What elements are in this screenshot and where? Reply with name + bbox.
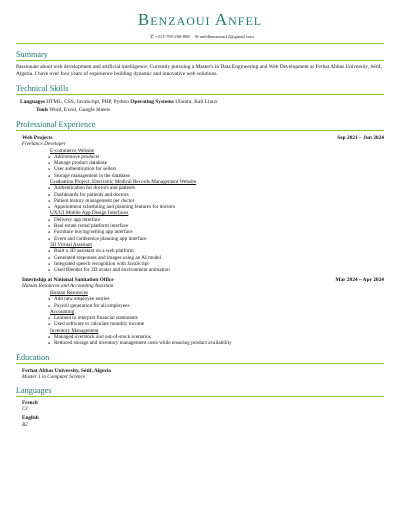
project-bullets: [16, 296, 384, 309]
bullet-item: ● Generated responses and images using an AI model: [54, 255, 384, 261]
phone-number[interactable]: +213-795-290-888: [154, 34, 190, 39]
phone-icon: ✆: [150, 34, 154, 39]
bullet-item: ● Delivery app interface: [54, 217, 384, 223]
bullet-item: ● Reduced storage and inventory management costs while ensuring product availability: [54, 340, 384, 346]
email-icon: ✉: [194, 34, 199, 39]
project-title: 3D Virtual Assistant: [50, 241, 92, 248]
tools-value: Word, Excel, Google Sheets: [49, 106, 111, 113]
bullet-item: ● Real estate rental platform interface: [54, 223, 384, 229]
job-role: Human Resources and Accounting Assistant: [22, 283, 114, 290]
education-heading: Education: [16, 353, 384, 364]
bullet-item: ● Appointment scheduling and planning features for doctors: [54, 204, 384, 210]
bullet-item: ● Payroll generation for all employees: [54, 303, 384, 309]
bullet-item: ● Storage management in the database: [54, 173, 384, 179]
job-dates: Mar 2024 – Apr 2024: [335, 277, 384, 284]
bullet-item: ● Patient history management per doctor: [54, 198, 384, 204]
job-title: Web Projects: [22, 135, 53, 141]
project-title: Accounting: [50, 308, 75, 315]
languages-heading: Languages: [16, 386, 384, 397]
languages-label: Languages: [20, 99, 45, 105]
bullet-item: ● Add/remove products: [54, 154, 384, 160]
languages-list: [16, 400, 384, 428]
candidate-name: Benzaoui Anfel: [137, 10, 263, 29]
bullet-item: ● Dashboards for patients and doctors: [54, 192, 384, 198]
tools-label: Tools: [36, 106, 49, 113]
project-bullets: [16, 154, 384, 179]
skills-row-1: [20, 99, 384, 107]
language-item: [16, 400, 384, 413]
bullet-item: ● User authentication for sellers: [54, 166, 384, 172]
project-title: Graduation Project: Electronic Medical Records Management Website: [50, 178, 197, 185]
language-name: French: [22, 399, 38, 406]
language-level: B2: [22, 421, 28, 428]
project-title: Inventory Management: [50, 327, 99, 334]
job-title: Internship at National Sanitation Office: [22, 277, 114, 284]
project-bullets: [16, 185, 384, 210]
header-divider: [16, 43, 384, 44]
os-label: Operating Systems: [130, 99, 174, 105]
contact-line: [16, 34, 384, 40]
bullet-item: ● Learned to interpret financial statements: [54, 315, 384, 321]
job-role: Freelance Developer: [22, 141, 66, 147]
project-bullets: [16, 315, 384, 328]
experience-list: [16, 135, 384, 347]
project-title: E-commerce Website: [50, 147, 95, 154]
languages-value: HTML, CSS, JavaScript, PHP, Python: [46, 99, 129, 105]
experience-heading: Professional Experience: [16, 120, 384, 131]
project-bullets: [16, 334, 384, 347]
bullet-item: ● Authentication for doctors and patients: [54, 185, 384, 191]
bullet-item: ● Event and conference planning app interface: [54, 236, 384, 242]
language-item: [16, 415, 384, 428]
bullet-item: ● Add new employee entries: [54, 296, 384, 302]
bullet-item: ● Used Blender for 3D avatar and environment animation: [54, 267, 384, 273]
bullet-item: ● Used software to calculate monthly income: [54, 321, 384, 327]
language-level: C1: [22, 405, 29, 412]
bullet-item: ● Furniture buying/selling app interface: [54, 229, 384, 235]
job-dates: Sep 2021 – Jun 2024: [337, 135, 384, 141]
bullet-item: ● Built a 3D assistant on a web platform: [54, 248, 384, 254]
education-degree: Master 1 in Computer Science: [22, 373, 86, 380]
os-value: Ubuntu, Kali Linux: [175, 99, 218, 105]
summary-heading: Summary: [16, 50, 384, 61]
bullet-item: ● Integrated speech recognition with JavaScript: [54, 261, 384, 267]
education-school: Ferhat Abbas University, Sétif, Algeria: [22, 367, 111, 374]
project-bullets: [16, 217, 384, 242]
email-address[interactable]: anfelbenzaoui12@gmail.com: [199, 34, 254, 39]
project-title: Human Resources: [50, 289, 88, 296]
bullet-item: ● Managed overstock and out-of-stock scenarios: [54, 334, 384, 340]
skills-row-2: [20, 107, 384, 115]
summary-text: Passionate about web development and artificial intelligence. Currently pursuing a Master's in Data Engineering and Web Development at Ferhat Abbas University, Sétif, Algeria. I have over four years of experience building dynamic and innovative web solutions.: [16, 64, 382, 77]
project-bullets: [16, 248, 384, 273]
skills-block: [16, 99, 384, 114]
language-name: English: [22, 415, 39, 422]
project-title: UX/UI Mobile App Design Interfaces: [50, 210, 129, 217]
skills-heading: Technical Skills: [16, 84, 384, 95]
bullet-item: ● Manage product database: [54, 160, 384, 166]
